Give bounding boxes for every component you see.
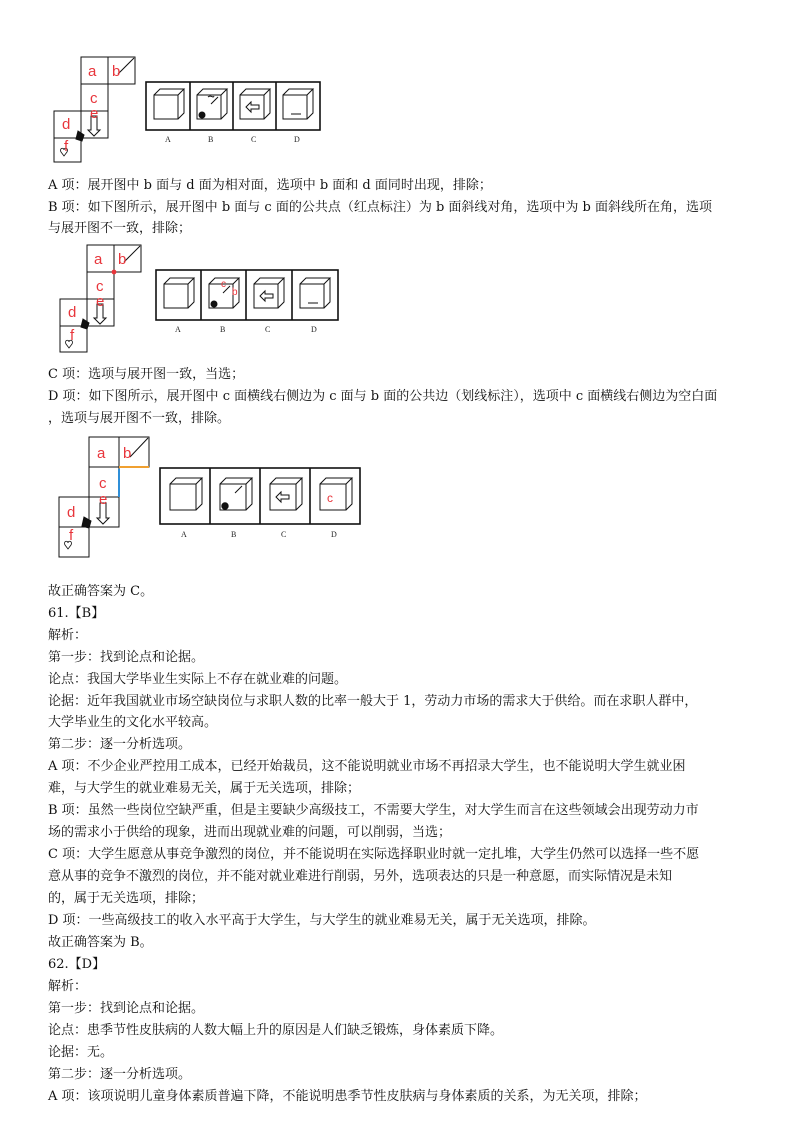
text-line: 论点：患季节性皮肤病的人数大幅上升的原因是人们缺乏锻炼，身体素质下降。 [48,1023,504,1038]
option-label-b: B [220,325,226,334]
option-cube-c [254,278,284,308]
text-line: 解析： [48,628,88,643]
text-line: 难，与大学生的就业难易无关，属于无关选项，排除； [48,781,361,796]
option-cube-b [197,89,227,119]
option-label-b: B [208,135,214,144]
option-label-d: D [331,530,337,539]
face-label-c: c [90,90,98,107]
option-cube-b [220,478,252,510]
face-label-f: f [69,527,74,544]
option-label-c: C [281,530,287,539]
text-line: 解析： [48,979,88,994]
option-label-c: C [251,135,257,144]
face-label-c: c [96,278,104,295]
option-label-a: A [165,135,171,144]
text-line: C 项：大学生愿意从事竞争激烈的岗位，并不能说明在实际选择职业时就一定扎堆，大学生仍然可以选择一些不愿 [48,847,700,862]
option-label-a: A [175,325,181,334]
option-d-face-c: c [327,491,333,505]
text-line: C 项：选项与展开图一致，当选； [48,367,245,382]
cube-net-figure-3 [56,432,376,572]
option-cube-a [154,89,184,119]
option-cube-a [170,478,202,510]
text-line: D 项：如下图所示，展开图中 c 面横线右侧边为 c 面与 b 面的公共边（划线标注），选项中 c 面横线右侧边为空白面 [48,389,718,404]
text-line: 第二步：逐一分析选项。 [48,1067,192,1082]
text-line: A 项：不少企业严控用工成本，已经开始裁员，这不能说明就业市场不再招录大学生，也不能说明大学生就业困 [48,759,686,774]
option-cube-d [320,478,352,510]
text-line: 第一步：找到论点和论据。 [48,650,205,665]
face-label-e: e [90,105,99,122]
red-dot-marker [112,270,117,275]
text-line: 第二步：逐一分析选项。 [48,737,192,752]
option-label-b: B [231,530,237,539]
face-label-a: a [97,445,106,462]
option-label-d: D [311,325,317,334]
text-line: 第一步：找到论点和论据。 [48,1001,205,1016]
question-number: 61.【B】 [48,606,105,621]
cube-net-figure-2 [54,240,374,360]
text-line: 故正确答案为 C。 [48,584,154,599]
text-line: A 项：该项说明儿童身体素质普遍下降，不能说明患季节性皮肤病与身体素质的关系，为无关项，排除； [48,1089,647,1104]
text-line: 与展开图不一致，排除； [48,221,192,236]
text-line: B 项：如下图所示，展开图中 b 面与 c 面的公共点（红点标注）为 b 面斜线对角，选项中为 b 面斜线所在角，选项 [48,200,712,215]
text-line: D 项：一些高级技工的收入水平高于大学生，与大学生的就业难易无关，属于无关选项，排除。 [48,913,596,928]
marked-face-c: c [221,279,226,290]
option-cube-d [283,89,313,119]
face-label-e: e [99,491,108,508]
cube-net-figure-1 [50,52,330,166]
option-label-a: A [181,530,187,539]
face-label-f: f [70,327,75,344]
face-label-d: d [62,116,71,133]
text-line: 场的需求小于供给的现象，进而出现就业难的问题，可以削弱，当选； [48,825,452,840]
text-line: A 项：展开图中 b 面与 d 面为相对面，选项中 b 面和 d 面同时出现，排除； [48,178,492,193]
text-line: 论据：近年我国就业市场空缺岗位与求职人数的比率一般大于 1，劳动力市场的需求大于供给。而在求职人群中， [48,694,698,709]
question-number: 62.【D】 [48,957,106,972]
text-line: 大学毕业生的文化水平较高。 [48,715,218,730]
face-label-e: e [96,293,105,310]
face-label-d: d [68,304,77,321]
text-line: 论点：我国大学毕业生实际上不存在就业难的问题。 [48,672,348,687]
face-label-d: d [67,504,76,521]
text-line: 论据：无。 [48,1045,114,1060]
option-cube-a [164,278,194,308]
option-label-c: C [265,325,271,334]
option-cube-d [300,278,330,308]
face-label-a: a [94,251,103,268]
text-line: 意从事的竞争不激烈的岗位，并不能对就业难进行削弱，另外，选项表达的只是一种意愿，而实际情况是未知 [48,869,673,884]
text-line: 的，属于无关选项，排除； [48,891,205,906]
face-label-b: b [118,251,127,268]
marked-face-b: b [232,287,238,298]
option-cube-c [270,478,302,510]
text-line: B 项：虽然一些岗位空缺严重，但是主要缺少高级技工，不需要大学生，对大学生而言在这些领域会出现劳动力市 [48,803,699,818]
face-label-b: b [123,445,132,462]
face-label-b: b [112,63,121,80]
face-label-c: c [99,475,107,492]
text-line: 故正确答案为 B。 [48,935,153,950]
face-label-a: a [88,63,97,80]
text-line: ，选项与展开图不一致，排除。 [48,411,231,426]
option-label-d: D [294,135,300,144]
face-label-f: f [64,138,69,155]
option-cube-c [240,89,270,119]
